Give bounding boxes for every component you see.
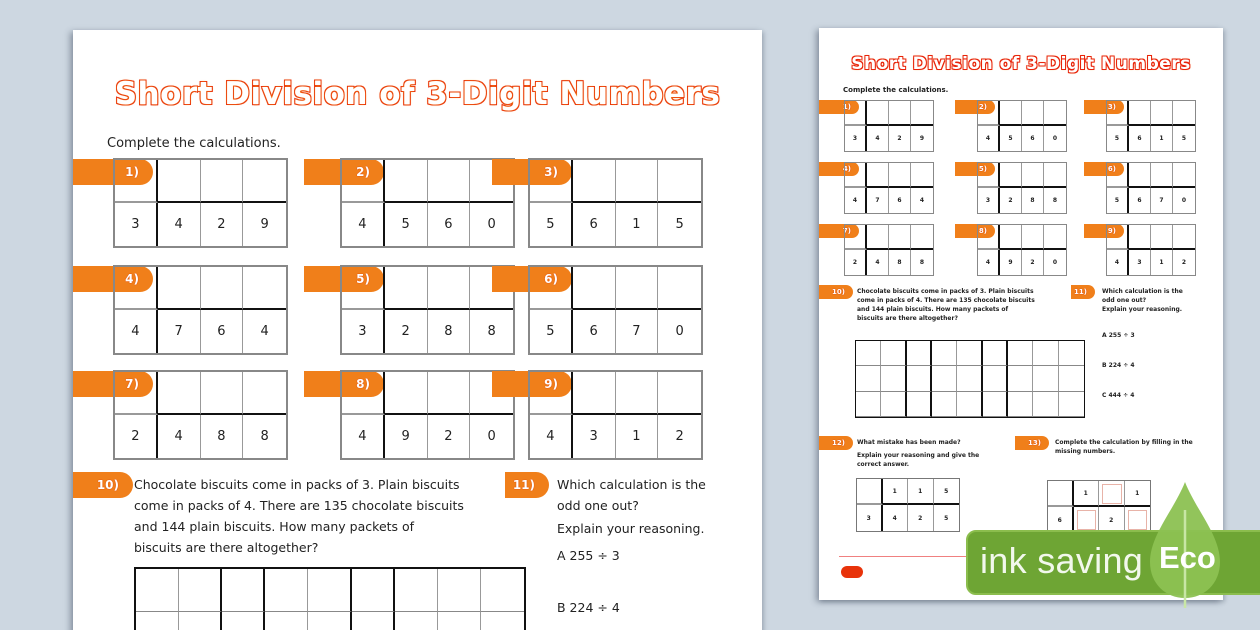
- digit-cell: 8: [428, 310, 471, 353]
- digit-cell: 6: [428, 203, 471, 246]
- division-grid-1: [113, 158, 288, 248]
- grid-cell: [352, 569, 395, 612]
- question-11-text-small: Which calculation is the odd one out? Explain your reasoning.: [1102, 288, 1183, 313]
- digit-cell: 0: [1052, 259, 1058, 266]
- answer-cell: [428, 372, 471, 415]
- grid-cell: [136, 569, 179, 612]
- grid-cell: 4: [883, 505, 909, 531]
- digit-cell: 8: [889, 250, 911, 275]
- division-grid-4: [113, 265, 288, 355]
- answer-cell: [573, 372, 616, 415]
- division-grid-1: [844, 100, 934, 152]
- question-label-4: 4): [73, 266, 153, 292]
- division-grid-7: [844, 224, 934, 276]
- grid-cell: [932, 366, 957, 391]
- digit-cell: 1: [616, 203, 659, 246]
- digit-cell: 6: [573, 203, 616, 246]
- digit-cell: 8: [1052, 197, 1058, 204]
- digit-cell: 0: [675, 324, 684, 339]
- question-label-5: 5): [955, 162, 995, 176]
- digit-cell: 4: [978, 126, 1000, 151]
- digit-cell: 5: [385, 203, 428, 246]
- question-label-11: 11): [505, 472, 549, 498]
- digit-cell: 0: [1052, 135, 1058, 142]
- question-13-text-small: Complete the calculation by filling in the missing numbers.: [1055, 439, 1193, 455]
- grid-cell: 6: [1048, 507, 1074, 533]
- division-grid-9: [528, 370, 703, 460]
- answer-cell: [158, 160, 201, 203]
- question-label-2: 2): [304, 159, 384, 185]
- worksheet-title: Short Division of 3-Digit Numbers: [114, 76, 721, 112]
- answer-cell: [845, 101, 867, 126]
- option-b: B 224 ÷ 4: [557, 600, 620, 615]
- answer-cell: [889, 163, 911, 188]
- question-label-5: 5): [304, 266, 384, 292]
- digit-cell: 4: [919, 197, 925, 204]
- answer-cell: [889, 225, 911, 250]
- answer-cell: [428, 160, 471, 203]
- question-label-2: 2): [955, 100, 995, 114]
- digit-cell: 4: [867, 126, 889, 151]
- grid-cell: [179, 569, 222, 612]
- answer-cell: [1173, 163, 1195, 188]
- answer-cell: [1022, 225, 1044, 250]
- digit-cell: 3: [978, 188, 1000, 213]
- division-grid-4: [844, 162, 934, 214]
- grid-cell: [881, 366, 906, 391]
- grid-cell: [983, 392, 1008, 417]
- digit-cell: 1: [616, 415, 659, 458]
- grid-cell: [265, 569, 308, 612]
- answer-cell: [867, 163, 889, 188]
- division-grid-2: [340, 158, 515, 248]
- answer-cell: [978, 225, 1000, 250]
- digit-cell: 2: [115, 415, 158, 458]
- answer-cell: [1107, 163, 1129, 188]
- answer-cell: [978, 101, 1000, 126]
- question-label-8: 8): [304, 371, 384, 397]
- option-c-small: C 444 ÷ 4: [1102, 392, 1135, 399]
- digit-cell: 5: [1107, 126, 1129, 151]
- grid-cell: [907, 366, 932, 391]
- answer-cell: [867, 225, 889, 250]
- ink-saving-label: ink saving: [980, 540, 1144, 581]
- answer-cell: [978, 163, 1000, 188]
- grid-cell: 1: [1125, 481, 1151, 507]
- grid-cell: [1033, 341, 1058, 366]
- digit-cell: 5: [530, 310, 573, 353]
- grid-cell: [265, 612, 308, 630]
- grid-cell: [1059, 341, 1084, 366]
- option-a: A 255 ÷ 3: [557, 548, 620, 563]
- digit-cell: 8: [487, 324, 496, 339]
- question-label-6: 6): [1084, 162, 1124, 176]
- digit-cell: 4: [158, 203, 201, 246]
- grid-cell: [957, 392, 982, 417]
- answer-cell: [1044, 225, 1066, 250]
- grid-cell: [1033, 366, 1058, 391]
- answer-cell: [867, 101, 889, 126]
- answer-cell: [115, 372, 158, 415]
- answer-cell: [889, 101, 911, 126]
- division-grid-3: [1106, 100, 1196, 152]
- grid-cell: 2: [1099, 507, 1125, 533]
- grid-cell: [222, 569, 265, 612]
- grid-cell: [222, 612, 265, 630]
- answer-cell: [385, 267, 428, 310]
- division-grid-8: [340, 370, 515, 460]
- grid-cell: [395, 612, 438, 630]
- answer-cell: [530, 160, 573, 203]
- digit-cell: 7: [867, 188, 889, 213]
- digit-cell: 2: [201, 203, 244, 246]
- digit-cell: 0: [487, 429, 496, 444]
- grid-cell: [136, 612, 179, 630]
- worksheet-title-small: Short Division of 3-Digit Numbers: [851, 54, 1191, 74]
- digit-cell: 0: [487, 217, 496, 232]
- publisher-logo: [841, 566, 863, 578]
- digit-cell: 7: [1151, 188, 1173, 213]
- grid-cell: [352, 612, 395, 630]
- digit-cell: 7: [616, 310, 659, 353]
- grid-cell: [907, 392, 932, 417]
- answer-cell: [385, 160, 428, 203]
- grid-cell: [957, 341, 982, 366]
- answer-cell: [1107, 101, 1129, 126]
- answer-cell: [1044, 163, 1066, 188]
- grid-cell: [983, 366, 1008, 391]
- digit-cell: 5: [1181, 135, 1187, 142]
- worksheet-page-preview-large: [73, 30, 762, 630]
- answer-cell: [1000, 163, 1022, 188]
- digit-cell: 5: [675, 217, 684, 232]
- option-a-small: A 255 ÷ 3: [1102, 332, 1135, 339]
- digit-cell: 3: [342, 310, 385, 353]
- digit-cell: 5: [1107, 188, 1129, 213]
- grid-cell: 5: [944, 514, 949, 522]
- digit-cell: 6: [1022, 126, 1044, 151]
- grid-cell: [932, 392, 957, 417]
- question-label-12-small: 12): [819, 436, 853, 450]
- answer-cell: [385, 372, 428, 415]
- division-grid-3: [528, 158, 703, 248]
- question-label-7: 7): [73, 371, 153, 397]
- digit-cell: 2: [1181, 259, 1187, 266]
- digit-cell: 4: [158, 415, 201, 458]
- grid-cell: [983, 341, 1008, 366]
- grid-cell: [438, 569, 481, 612]
- question-label-13-small: 13): [1015, 436, 1049, 450]
- grid-cell: [857, 479, 883, 505]
- grid-cell: 2: [908, 505, 934, 531]
- answer-grid-10: [134, 567, 526, 630]
- answer-cell: [658, 372, 701, 415]
- question-label-8: 8): [955, 224, 995, 238]
- grid-cell: 1: [1074, 481, 1100, 507]
- question-label-9: 9): [1084, 224, 1124, 238]
- answer-cell: [1022, 163, 1044, 188]
- answer-cell: [158, 372, 201, 415]
- question-10-text: Chocolate biscuits come in packs of 3. Plain biscuits come in packs of 4. There are 135 chocolate biscuits and 144 plain biscuits. How many packets of biscuits are there altogether?: [134, 477, 464, 555]
- digit-cell: 8: [1022, 188, 1044, 213]
- grid-cell: [1059, 392, 1084, 417]
- question-10-text-small: Chocolate biscuits come in packs of 3. Plain biscuits come in packs of 4. There are 135 chocolate biscuits and 144 plain biscuits. How many packets of biscuits are there altogether?: [857, 288, 1035, 322]
- question-label-3: 3): [492, 159, 572, 185]
- answer-cell: [243, 160, 286, 203]
- digit-cell: 8: [919, 259, 925, 266]
- digit-cell: 3: [115, 203, 158, 246]
- answer-cell: [1151, 225, 1173, 250]
- digit-cell: 3: [1129, 250, 1151, 275]
- grid-cell: [1048, 481, 1074, 507]
- answer-cell: [342, 160, 385, 203]
- grid-cell: [856, 341, 881, 366]
- grid-cell: [1099, 481, 1125, 507]
- answer-cell: [1129, 163, 1151, 188]
- digit-cell: 6: [889, 188, 911, 213]
- answer-cell: [1129, 225, 1151, 250]
- answer-cell: [201, 372, 244, 415]
- division-grid-5: [977, 162, 1067, 214]
- division-grid-2: [977, 100, 1067, 152]
- grid-cell: [957, 366, 982, 391]
- digit-cell: 4: [530, 415, 573, 458]
- question-label-4: 4): [819, 162, 859, 176]
- division-grid-8: [977, 224, 1067, 276]
- answer-cell: [158, 267, 201, 310]
- question-11-text: Which calculation is the odd one out? Explain your reasoning.: [557, 477, 706, 536]
- division-grid-6: [528, 265, 703, 355]
- digit-cell: 1: [1151, 126, 1173, 151]
- division-grid-7: [113, 370, 288, 460]
- grid-cell: [308, 612, 351, 630]
- digit-cell: 5: [530, 203, 573, 246]
- division-grid-5: [340, 265, 515, 355]
- grid-cell: [932, 341, 957, 366]
- option-b-small: B 224 ÷ 4: [1102, 362, 1135, 369]
- answer-cell: [1022, 101, 1044, 126]
- digit-cell: 0: [1181, 197, 1187, 204]
- answer-cell: [1044, 101, 1066, 126]
- answer-cell: [243, 372, 286, 415]
- answer-cell: [658, 267, 701, 310]
- answer-cell: [1107, 225, 1129, 250]
- eco-label: Eco: [1159, 540, 1216, 575]
- digit-cell: 4: [1107, 250, 1129, 275]
- digit-cell: 1: [1151, 250, 1173, 275]
- mistake-grid-12: [856, 478, 960, 532]
- answer-cell: [616, 160, 659, 203]
- digit-cell: 5: [1000, 126, 1022, 151]
- answer-cell: [845, 163, 867, 188]
- answer-cell: [911, 225, 933, 250]
- answer-grid-10-small: [855, 340, 1085, 418]
- question-12-text-small: What mistake has been made? Explain your reasoning and give the correct answer.: [857, 439, 980, 468]
- question-label-3: 3): [1084, 100, 1124, 114]
- digit-cell: 2: [1000, 188, 1022, 213]
- grid-cell: [1059, 366, 1084, 391]
- answer-cell: [1000, 225, 1022, 250]
- digit-cell: 2: [385, 310, 428, 353]
- digit-cell: 2: [428, 415, 471, 458]
- digit-cell: 6: [573, 310, 616, 353]
- question-label-7: 7): [819, 224, 859, 238]
- grid-cell: [438, 612, 481, 630]
- answer-cell: [115, 160, 158, 203]
- question-label-9: 9): [492, 371, 572, 397]
- digit-cell: 6: [1129, 126, 1151, 151]
- answer-cell: [115, 267, 158, 310]
- digit-cell: 3: [573, 415, 616, 458]
- digit-cell: 7: [158, 310, 201, 353]
- answer-cell: [616, 267, 659, 310]
- instruction-text-small: Complete the calculations.: [843, 86, 949, 94]
- grid-cell: [1033, 392, 1058, 417]
- grid-cell: [1008, 341, 1033, 366]
- grid-cell: [1008, 366, 1033, 391]
- answer-cell: [1000, 101, 1022, 126]
- grid-cell: [308, 569, 351, 612]
- answer-cell: [658, 160, 701, 203]
- digit-cell: 4: [260, 324, 269, 339]
- answer-cell: [1151, 101, 1173, 126]
- division-grid-9: [1106, 224, 1196, 276]
- answer-cell: [1151, 163, 1173, 188]
- digit-cell: 4: [978, 250, 1000, 275]
- grid-cell: [395, 569, 438, 612]
- digit-cell: 4: [867, 250, 889, 275]
- grid-cell: 3: [857, 505, 883, 531]
- digit-cell: 6: [1129, 188, 1151, 213]
- digit-cell: 9: [260, 217, 269, 232]
- digit-cell: 2: [675, 429, 684, 444]
- grid-cell: 1: [908, 479, 934, 505]
- answer-cell: [911, 101, 933, 126]
- answer-cell: [428, 267, 471, 310]
- answer-cell: [911, 163, 933, 188]
- grid-cell: [179, 612, 222, 630]
- answer-cell: [201, 267, 244, 310]
- answer-cell: [573, 267, 616, 310]
- digit-cell: 6: [201, 310, 244, 353]
- answer-cell: [530, 267, 573, 310]
- digit-cell: 9: [919, 135, 925, 142]
- grid-cell: [881, 341, 906, 366]
- answer-cell: [616, 372, 659, 415]
- digit-cell: 3: [845, 126, 867, 151]
- digit-cell: 2: [1022, 250, 1044, 275]
- missing-numbers-grid-13: [1047, 480, 1151, 534]
- grid-cell: [856, 392, 881, 417]
- grid-cell: [856, 366, 881, 391]
- digit-cell: 2: [845, 250, 867, 275]
- answer-cell: [342, 267, 385, 310]
- grid-cell: 5: [934, 479, 960, 505]
- division-grid-6: [1106, 162, 1196, 214]
- digit-cell: 9: [385, 415, 428, 458]
- question-label-1: 1): [819, 100, 859, 114]
- digit-cell: 4: [845, 188, 867, 213]
- grid-cell: [907, 341, 932, 366]
- answer-cell: [1173, 225, 1195, 250]
- answer-cell: [530, 372, 573, 415]
- digit-cell: 4: [115, 310, 158, 353]
- digit-cell: 9: [1000, 250, 1022, 275]
- answer-cell: [1129, 101, 1151, 126]
- grid-cell: 1: [883, 479, 909, 505]
- answer-cell: [1173, 101, 1195, 126]
- grid-cell: [481, 569, 524, 612]
- question-label-11-small: 11): [1071, 285, 1095, 299]
- answer-cell: [573, 160, 616, 203]
- answer-cell: [201, 160, 244, 203]
- answer-cell: [342, 372, 385, 415]
- digit-cell: 4: [342, 415, 385, 458]
- answer-cell: [845, 225, 867, 250]
- answer-cell: [243, 267, 286, 310]
- grid-cell: [1008, 392, 1033, 417]
- digit-cell: 2: [889, 126, 911, 151]
- question-label-1: 1): [73, 159, 153, 185]
- digit-cell: 8: [201, 415, 244, 458]
- grid-cell: [481, 612, 524, 630]
- grid-cell: [881, 392, 906, 417]
- instruction-text: Complete the calculations.: [107, 136, 281, 151]
- question-label-10: 10): [73, 472, 133, 498]
- question-label-10-small: 10): [819, 285, 853, 299]
- digit-cell: 8: [260, 429, 269, 444]
- digit-cell: 4: [342, 203, 385, 246]
- question-label-6: 6): [492, 266, 572, 292]
